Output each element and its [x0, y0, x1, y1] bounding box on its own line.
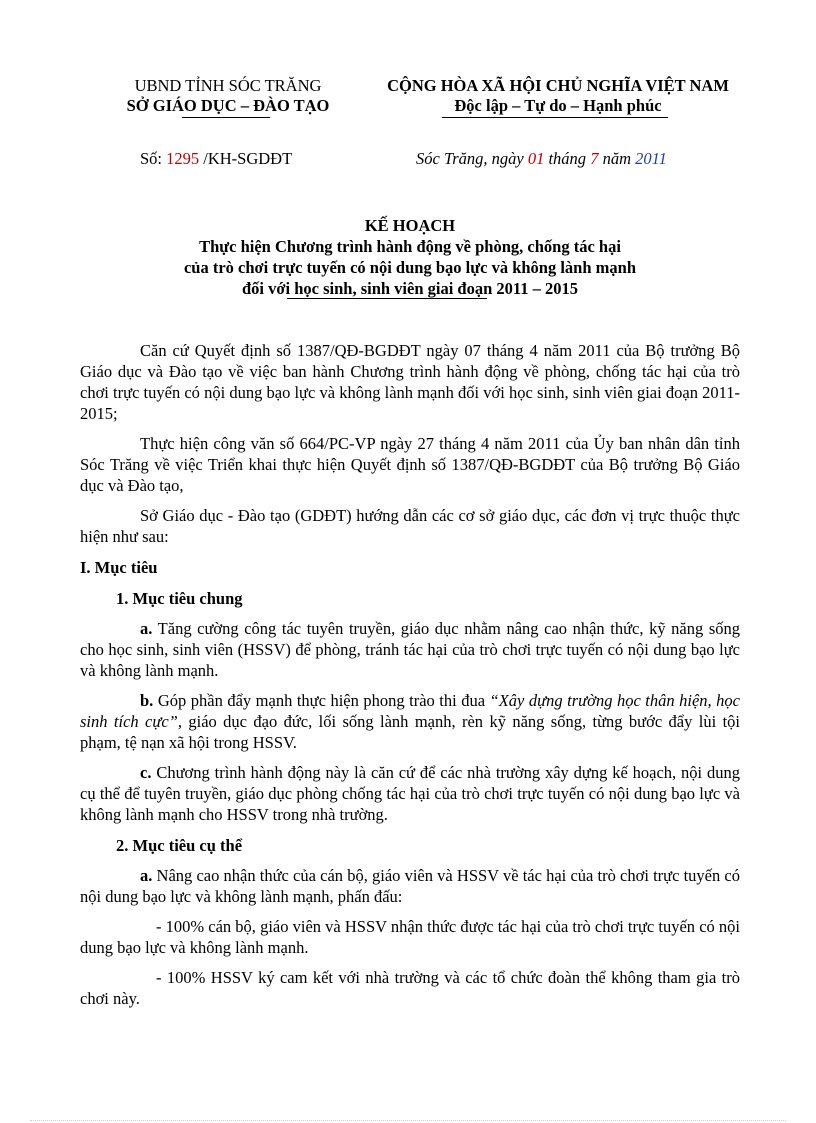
date-year: 2011 [635, 149, 667, 168]
objective-b-text2: giáo dục đạo đức, lối sống lành mạnh, rèn kỹ năng sống, từng bước đẩy lùi tội phạm, tệ nạn xã hội trong HSSV. [80, 712, 740, 752]
paragraph-guidance: Sở Giáo dục - Đào tạo (GDĐT) hướng dẫn các cơ sở giáo dục, các đơn vị trực thuộc thực hiện như sau: [80, 506, 740, 546]
motto-line1: CỘNG HÒA XÃ HỘI CHỦ NGHĨA VIỆT NAM [387, 76, 729, 95]
paragraph-basis: Căn cứ Quyết định số 1387/QĐ-BGDĐT ngày 07 tháng 4 năm 2011 của Bộ trưởng Bộ Giáo dục và Đào tạo về việc ban hành Chương trình hành động về phòng, chống tác hại của trò chơi trực tuyến có nội dung bạo lực và không lành mạnh đối với học sinh, sinh viên giai đoạn 2011-2015; [80, 341, 740, 423]
title-underline [287, 298, 487, 299]
objective-c [80, 762, 740, 825]
objective-c-label: c. [140, 763, 152, 782]
objective-b-text1: Góp phần đẩy mạnh thực hiện phong trào thi đua [153, 691, 490, 710]
agency-line1: UBND TỈNH SÓC TRĂNG [134, 76, 322, 95]
title-line1: Thực hiện Chương trình hành động về phòng, chống tác hại [199, 237, 621, 256]
reference-suffix: /KH-SGDĐT [199, 149, 293, 168]
objective-b-label: b. [140, 691, 154, 710]
objective-a-label: a. [140, 619, 153, 638]
specific-objective-a-text: Nâng cao nhận thức của cán bộ, giáo viên và HSSV về tác hại của trò chơi trực tuyến có nội dung bạo lực và không lành mạnh, phấn đấu: [80, 866, 740, 906]
date-month: 7 [590, 149, 599, 168]
document-title [80, 215, 740, 299]
national-motto [368, 76, 748, 116]
objective-b [80, 690, 740, 753]
reference-number: 1295 [166, 149, 200, 168]
reference-prefix: Số: [140, 149, 167, 168]
document-date [416, 149, 667, 169]
objective-c-text: Chương trình hành động này là căn cứ để các nhà trường xây dựng kế hoạch, nội dung cụ thể để tuyên truyền, giáo dục phòng chống tác hại của trò chơi trực tuyến có nội dung bạo lực và không lành mạnh cho HSSV trong nhà trường. [80, 763, 740, 824]
date-prefix: Sóc Trăng, ngày [416, 149, 528, 168]
specific-objective-a [80, 865, 740, 907]
motto-underline [442, 117, 668, 118]
bullet-awareness: - 100% cán bộ, giáo viên và HSSV nhận thức được tác hại của trò chơi trực tuyến có nội dung bạo lực và không lành mạnh. [80, 917, 740, 957]
objective-b-quote: “Xây dựng trường học thân hiện, học sinh tích cực”, [80, 691, 741, 731]
subsection-specific-objectives: 2. Mục tiêu cụ thể [116, 836, 243, 855]
objective-a-text: Tăng cường công tác tuyên truyền, giáo dục nhằm nâng cao nhận thức, kỹ năng sống cho học sinh, sinh viên (HSSV) để phòng, tránh tác hại của trò chơi trực tuyến có nội dung bạo lực và không lành mạnh. [80, 619, 740, 680]
objective-a [80, 618, 740, 681]
title-heading: KẾ HOẠCH [364, 216, 456, 235]
specific-objective-a-label: a. [140, 866, 153, 885]
date-day: 01 [527, 149, 545, 168]
date-year-label: năm [598, 149, 636, 168]
title-line2: của trò chơi trực tuyến có nội dung bạo lực và không lành mạnh [183, 258, 637, 277]
bullet-commitment: - 100% HSSV ký cam kết với nhà trường và các tổ chức đoàn thể không tham gia trò chơi này. [80, 968, 740, 1008]
motto-line2: Độc lập – Tự do – Hạnh phúc [454, 96, 662, 115]
paragraph-implementation: Thực hiện công văn số 664/PC-VP ngày 27 tháng 4 năm 2011 của Ủy ban nhân dân tỉnh Sóc Trăng về việc Triển khai thực hiện Quyết định số 1387/QĐ-BGDĐT của Bộ trưởng Bộ Giáo dục và Đào tạo, [80, 434, 740, 495]
document-reference [140, 149, 292, 169]
date-month-label: tháng [544, 149, 591, 168]
page-bottom-border [30, 1120, 786, 1121]
title-line3: đối với học sinh, sinh viên giai đoạn 2011 – 2015 [241, 279, 579, 298]
section-heading-objectives: I. Mục tiêu [80, 558, 158, 577]
issuing-agency [108, 76, 348, 116]
subsection-general-objectives: 1. Mục tiêu chung [116, 589, 243, 608]
agency-underline [182, 117, 270, 118]
document-body [80, 340, 740, 1009]
agency-line2: SỞ GIÁO DỤC – ĐÀO TẠO [126, 96, 330, 115]
